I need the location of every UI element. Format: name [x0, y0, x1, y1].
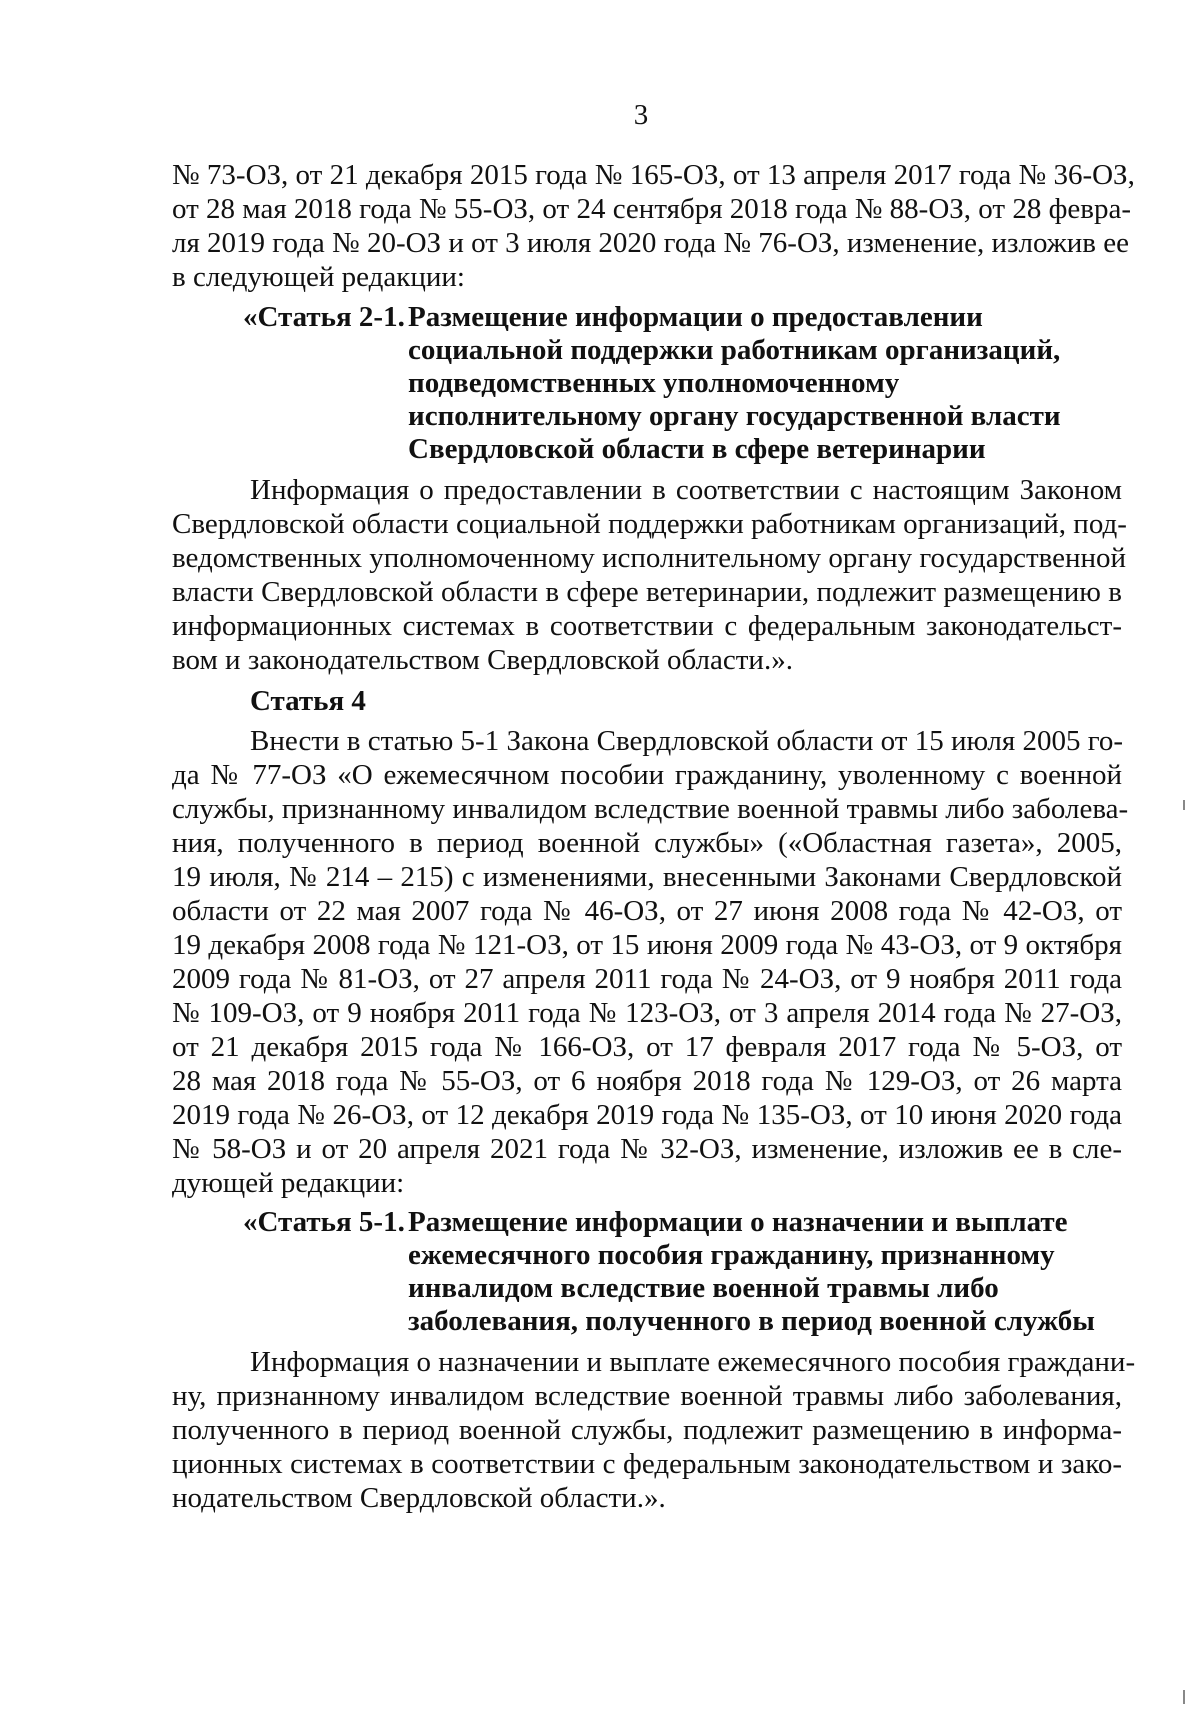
article-4-body-line: 2009 года № 81-ОЗ, от 27 апреля 2011 года № 24-ОЗ, от 9 ноября 2011 года — [172, 963, 1122, 995]
article-4-body-line: 19 декабря 2008 года № 121-ОЗ, от 15 июня 2009 года № 43-ОЗ, от 9 октября — [172, 929, 1122, 961]
article-2-1-body-line: Свердловской области социальной поддержки работникам организаций, под- — [172, 508, 1127, 540]
article-4-body-line: да № 77-ОЗ «О ежемесячном пособии гражданину, уволенному с военной — [172, 759, 1122, 791]
article-4-body-line: № 109-ОЗ, от 9 ноября 2011 года № 123-ОЗ, от 3 апреля 2014 года № 27-ОЗ, — [172, 997, 1122, 1029]
article-2-1-body-line: власти Свердловской области в сфере ветеринарии, подлежит размещению в — [172, 576, 1122, 608]
article-2-1-prefix: «Статья 2-1. — [243, 301, 405, 333]
article-5-1-title-line: заболевания, полученного в период военной службы — [408, 1305, 1095, 1337]
article-2-1-title-line: исполнительному органу государственной власти — [408, 400, 1061, 432]
intro-line: ля 2019 года № 20-ОЗ и от 3 июля 2020 года № 76-ОЗ, изменение, изложив ее — [172, 227, 1129, 259]
article-2-1-body-line: ведомственных уполномоченному исполнительному органу государственной — [172, 542, 1127, 574]
article-2-1-title-line: Свердловской области в сфере ветеринарии — [408, 433, 986, 465]
article-4-body-line: от 21 декабря 2015 года № 166-ОЗ, от 17 февраля 2017 года № 5-ОЗ, от — [172, 1031, 1122, 1063]
article-2-1-title-line: Размещение информации о предоставлении — [408, 301, 983, 333]
article-4-heading: Статья 4 — [250, 685, 366, 717]
article-5-1-body-line: ну, признанному инвалидом вследствие военной травмы либо заболевания, — [172, 1380, 1122, 1412]
article-5-1-body-line: Информация о назначении и выплате ежемесячного пособия граждани- — [250, 1346, 1136, 1378]
article-4-body-line: 19 июля, № 214 – 215) с изменениями, внесенными Законами Свердловской — [172, 861, 1122, 893]
article-4-body-line: службы, признанному инвалидом вследствие военной травмы либо заболева- — [172, 793, 1129, 825]
intro-line: в следующей редакции: — [172, 261, 465, 293]
article-5-1-title-line: инвалидом вследствие военной травмы либо — [408, 1272, 999, 1304]
article-5-1-prefix: «Статья 5-1. — [243, 1206, 405, 1238]
scan-mark — [1183, 800, 1185, 810]
article-2-1-body-line: вом и законодательством Свердловской области.». — [172, 644, 793, 676]
article-5-1-title-line: Размещение информации о назначении и выплате — [408, 1206, 1068, 1238]
article-2-1-title-line: социальной поддержки работникам организаций, — [408, 334, 1061, 366]
page-number: 3 — [633, 99, 649, 131]
intro-line: № 73-ОЗ, от 21 декабря 2015 года № 165-ОЗ, от 13 апреля 2017 года № 36-ОЗ, — [172, 159, 1135, 191]
article-5-1-title-line: ежемесячного пособия гражданину, признанному — [408, 1239, 1055, 1271]
article-4-body-line: ния, полученного в период военной службы» («Областная газета», 2005, — [172, 827, 1122, 859]
article-4-body-line: области от 22 мая 2007 года № 46-ОЗ, от 27 июня 2008 года № 42-ОЗ, от — [172, 895, 1122, 927]
article-2-1-body-line: информационных системах в соответствии с федеральным законодательст- — [172, 610, 1122, 642]
article-5-1-body-line: ционных системах в соответствии с федеральным законодательством и зако- — [172, 1448, 1122, 1480]
scan-mark — [1183, 1690, 1185, 1704]
article-4-body-line: Внести в статью 5-1 Закона Свердловской области от 15 июля 2005 го- — [250, 725, 1124, 757]
article-4-body-line: дующей редакции: — [172, 1167, 405, 1199]
article-4-body-line: № 58-ОЗ и от 20 апреля 2021 года № 32-ОЗ, изменение, изложив ее в сле- — [172, 1133, 1122, 1165]
article-5-1-body-line: нодательством Свердловской области.». — [172, 1482, 666, 1514]
article-2-1-title-line: подведомственных уполномоченному — [408, 367, 900, 399]
article-2-1-body-line: Информация о предоставлении в соответствии с настоящим Законом — [250, 474, 1122, 506]
article-4-body-line: 28 мая 2018 года № 55-ОЗ, от 6 ноября 2018 года № 129-ОЗ, от 26 марта — [172, 1065, 1122, 1097]
intro-line: от 28 мая 2018 года № 55-ОЗ, от 24 сентября 2018 года № 88-ОЗ, от 28 февра- — [172, 193, 1131, 225]
article-5-1-body-line: полученного в период военной службы, подлежит размещению в информа- — [172, 1414, 1122, 1446]
article-4-body-line: 2019 года № 26-ОЗ, от 12 декабря 2019 года № 135-ОЗ, от 10 июня 2020 года — [172, 1099, 1122, 1131]
